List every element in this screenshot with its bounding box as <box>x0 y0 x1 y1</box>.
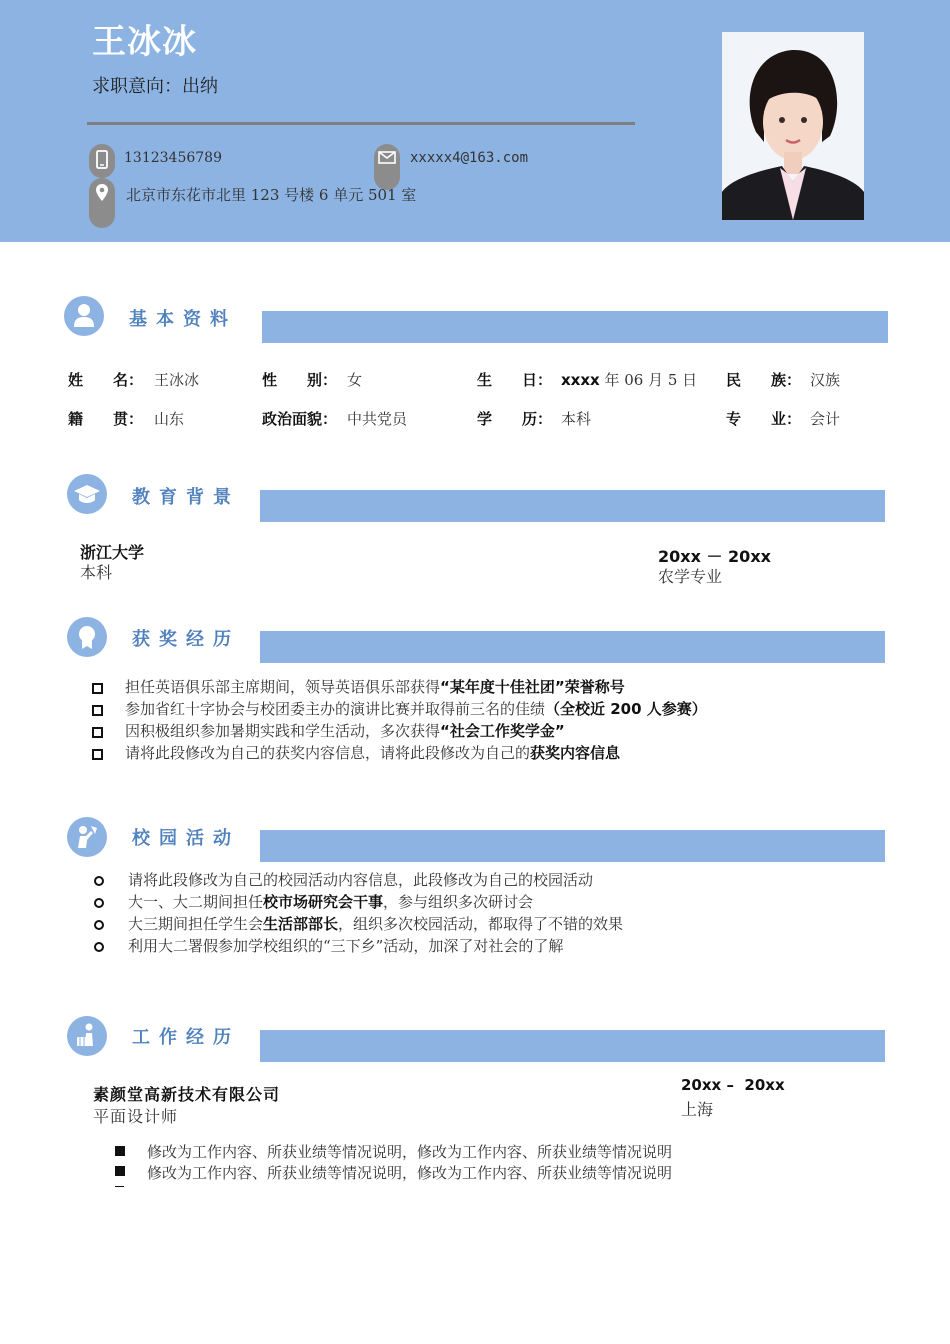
award-item <box>125 742 620 763</box>
education-period: 20xx － 20xx <box>658 547 771 566</box>
label-native: 籍 贯： <box>68 410 144 428</box>
value-major: 会计 <box>810 410 841 428</box>
campus-item <box>128 913 623 934</box>
school-name: 浙江大学 <box>80 543 145 562</box>
location-icon <box>89 178 115 228</box>
award-text: 担任英语俱乐部主席期间，领导英语俱乐部获得 <box>125 678 441 696</box>
value-gender: 女 <box>347 371 363 389</box>
award-item <box>125 676 625 697</box>
work-item: 修改为工作内容、所获业绩等情况说明，修改为工作内容、所获业绩等情况说明 <box>147 1143 673 1161</box>
job-position: 平面设计师 <box>93 1107 179 1126</box>
campus-item <box>128 935 563 956</box>
campus-highlight: 生活部部长 <box>263 915 339 933</box>
profile-photo <box>722 32 864 220</box>
label-education: 学 历： <box>477 410 553 428</box>
award-bullet <box>92 683 103 694</box>
home-address: 北京市东花市北里 123 号楼 6 单元 501 室 <box>126 186 417 204</box>
award-text: 参加省红十字协会与校团委主办的演讲比赛并取得前三名的佳绩 <box>125 700 546 718</box>
email-address: xxxxx4@163.com <box>410 150 529 166</box>
value-native: 山东 <box>154 410 185 428</box>
award-highlight: “某年度十佳社团”荣誉称号 <box>440 678 625 696</box>
label-name: 姓 名： <box>68 371 144 389</box>
award-bullet <box>92 727 103 738</box>
section-bar <box>260 490 885 522</box>
award-highlight: （全校近 200 人参赛） <box>545 700 707 718</box>
work-bullet-partial <box>115 1186 124 1187</box>
phone-number: 13123456789 <box>124 150 222 166</box>
campus-text: ，参与组织多次研讨会 <box>383 893 534 911</box>
activity-icon <box>67 817 107 857</box>
medal-icon <box>67 617 107 657</box>
campus-text: 大三期间担任学生会 <box>128 915 264 933</box>
job-intent: 求职意向：出纳 <box>92 76 218 97</box>
work-location: 上海 <box>681 1100 714 1119</box>
section-title-awards: 获奖经历 <box>132 629 240 650</box>
campus-text: 利用大二署假参加学校组织的“三下乡”活动，加深了对社会的了解 <box>128 937 564 955</box>
label-gender: 性 别： <box>262 371 338 389</box>
value-birth <box>561 369 697 390</box>
value-name: 王冰冰 <box>154 371 200 389</box>
label-birth: 生 日： <box>477 371 553 389</box>
award-bullet <box>92 749 103 760</box>
campus-text: ，组织多次校园活动，都取得了不错的效果 <box>338 915 624 933</box>
section-title-education: 教育背景 <box>132 487 240 508</box>
campus-text: 请将此段修改为自己的校园活动内容信息，此段修改为自己的校园活动 <box>128 871 594 889</box>
person-icon <box>64 296 104 336</box>
award-item <box>125 720 565 741</box>
award-highlight: 获奖内容信息 <box>530 744 621 762</box>
award-text: 因积极组织参加暑期实践和学生活动，多次获得 <box>125 722 441 740</box>
birth-year: xxxx <box>561 371 600 389</box>
campus-bullet <box>94 898 104 908</box>
graduation-cap-icon <box>67 474 107 514</box>
label-major: 专 业： <box>726 410 802 428</box>
education-major: 农学专业 <box>658 567 723 586</box>
header-divider <box>87 122 635 125</box>
briefcase-person-icon <box>67 1016 107 1056</box>
campus-bullet <box>94 920 104 930</box>
phone-icon <box>89 144 115 178</box>
section-bar <box>260 1030 885 1062</box>
degree: 本科 <box>80 563 113 582</box>
section-title-campus: 校园活动 <box>132 828 240 849</box>
campus-text: 大一、大二期间担任 <box>128 893 264 911</box>
section-bar <box>260 830 885 862</box>
company-name: 素颜堂高新技术有限公司 <box>93 1085 281 1104</box>
section-title-work: 工作经历 <box>132 1027 240 1048</box>
work-item: 修改为工作内容、所获业绩等情况说明，修改为工作内容、所获业绩等情况说明 <box>147 1164 673 1182</box>
birth-rest: 年 06 月 5 日 <box>604 371 698 389</box>
work-bullet <box>115 1146 125 1156</box>
section-bar <box>262 311 888 343</box>
value-political: 中共党员 <box>347 410 408 428</box>
campus-bullet <box>94 942 104 952</box>
label-ethnic: 民 族： <box>726 371 802 389</box>
candidate-name: 王冰冰 <box>92 22 197 62</box>
campus-item <box>128 891 533 912</box>
campus-item <box>128 869 593 890</box>
work-period: 20xx – 20xx <box>681 1076 785 1094</box>
award-highlight: “社会工作奖学金” <box>440 722 565 740</box>
campus-bullet <box>94 876 104 886</box>
award-item <box>125 698 707 719</box>
award-bullet <box>92 705 103 716</box>
value-ethnic: 汉族 <box>810 371 841 389</box>
value-education: 本科 <box>561 410 592 428</box>
campus-highlight: 校市场研究会干事 <box>263 893 384 911</box>
work-bullet <box>115 1166 125 1176</box>
award-text: 请将此段修改为自己的获奖内容信息，请将此段修改为自己的 <box>125 744 531 762</box>
label-political: 政治面貌： <box>262 410 338 428</box>
section-bar <box>260 631 885 663</box>
section-title-basic: 基本资料 <box>129 309 237 330</box>
